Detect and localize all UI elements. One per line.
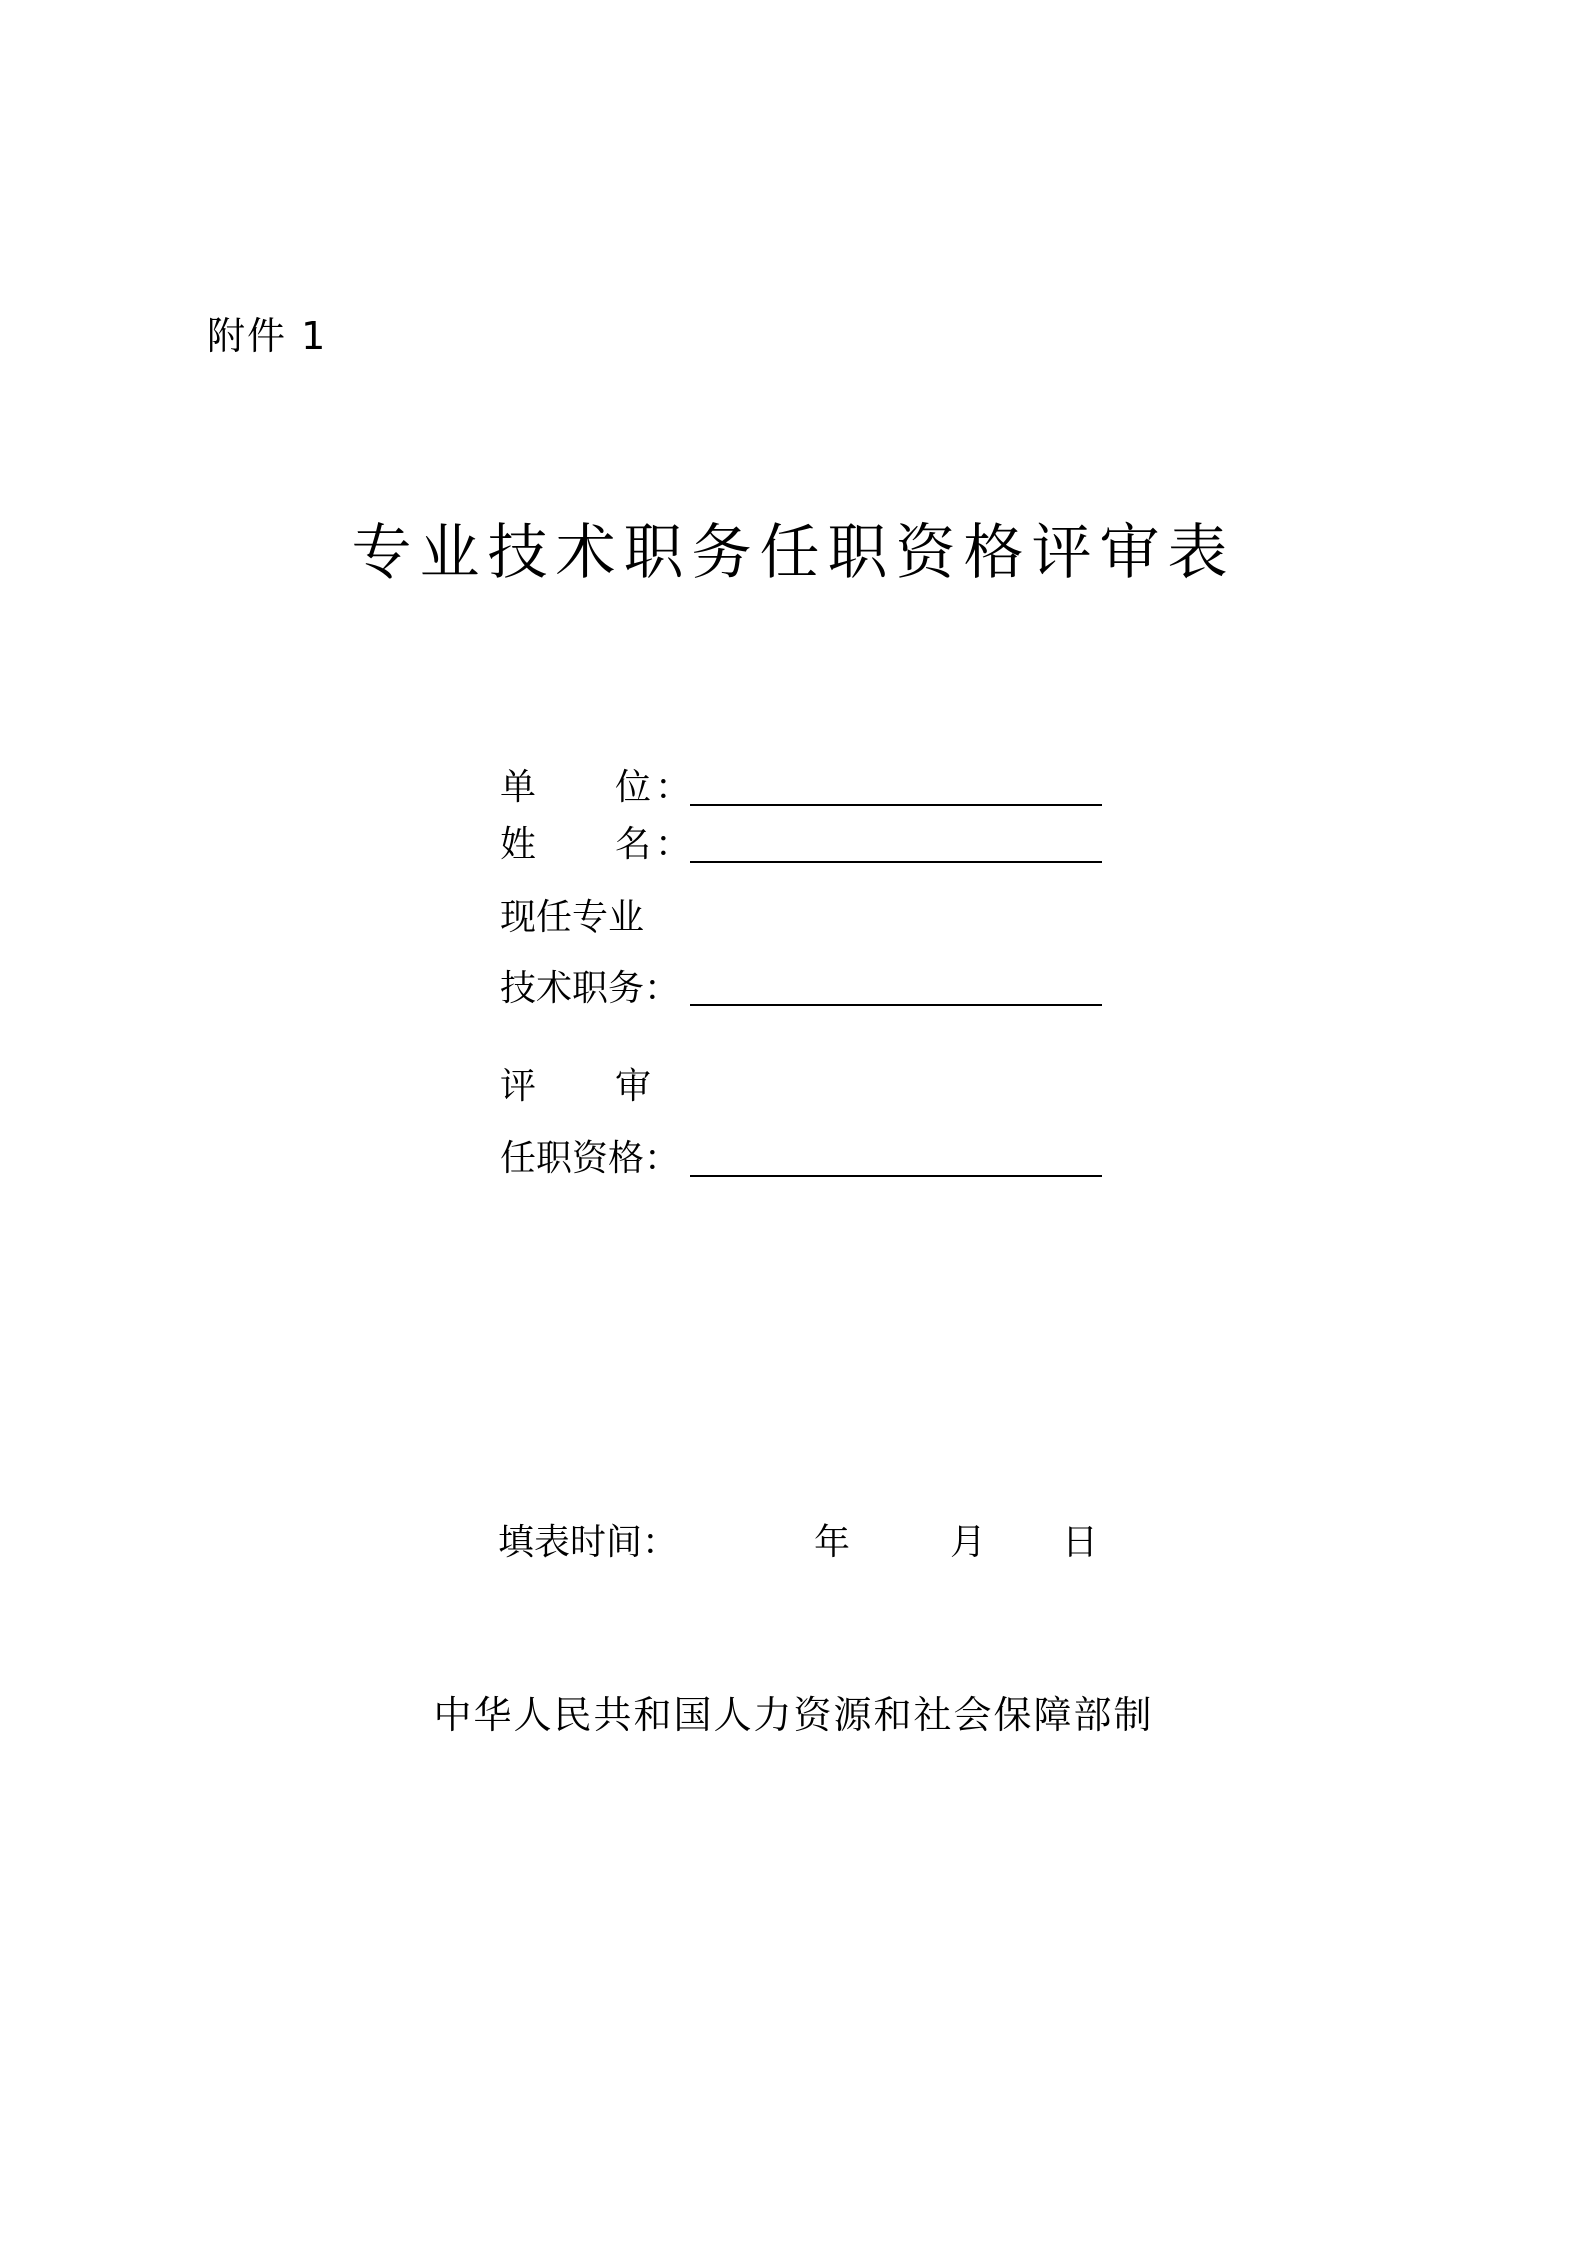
fill-date-month: 月 xyxy=(950,1522,987,1563)
unit-label-char-2: 位 xyxy=(615,767,652,808)
name-input-line[interactable] xyxy=(690,861,1102,863)
review-label-char-2: 审 xyxy=(615,1066,652,1107)
review-label-line2 xyxy=(500,1136,680,1182)
review-label-char-1: 评 xyxy=(500,1066,537,1107)
fill-date-day: 日 xyxy=(1062,1522,1099,1563)
current-title-input-line[interactable] xyxy=(690,1004,1102,1006)
current-title-label-line1: 现任专业 xyxy=(500,897,645,938)
review-label-text: 任职资格 xyxy=(500,1138,645,1179)
unit-colon: ： xyxy=(655,767,692,808)
unit-input-line[interactable] xyxy=(690,804,1102,806)
current-title-label-text: 技术职务 xyxy=(500,968,645,1009)
current-title-colon: ： xyxy=(644,968,681,1009)
fill-date-year: 年 xyxy=(814,1522,851,1563)
name-label-char-2: 名 xyxy=(615,824,652,865)
review-input-line[interactable] xyxy=(690,1175,1102,1177)
document-title: 专业技术职务任职资格评审表 xyxy=(351,518,1236,588)
current-title-label-line2 xyxy=(500,966,680,1012)
review-colon: ： xyxy=(644,1138,681,1179)
unit-label-char-1: 单 xyxy=(500,767,537,808)
issuer-footer: 中华人民共和国人力资源和社会保障部制 xyxy=(433,1693,1154,1737)
fill-date-label: 填表时间： xyxy=(498,1522,679,1563)
name-label-char-1: 姓 xyxy=(500,824,537,865)
name-colon: ： xyxy=(655,824,692,865)
attachment-label: 附件 1 xyxy=(207,314,328,358)
